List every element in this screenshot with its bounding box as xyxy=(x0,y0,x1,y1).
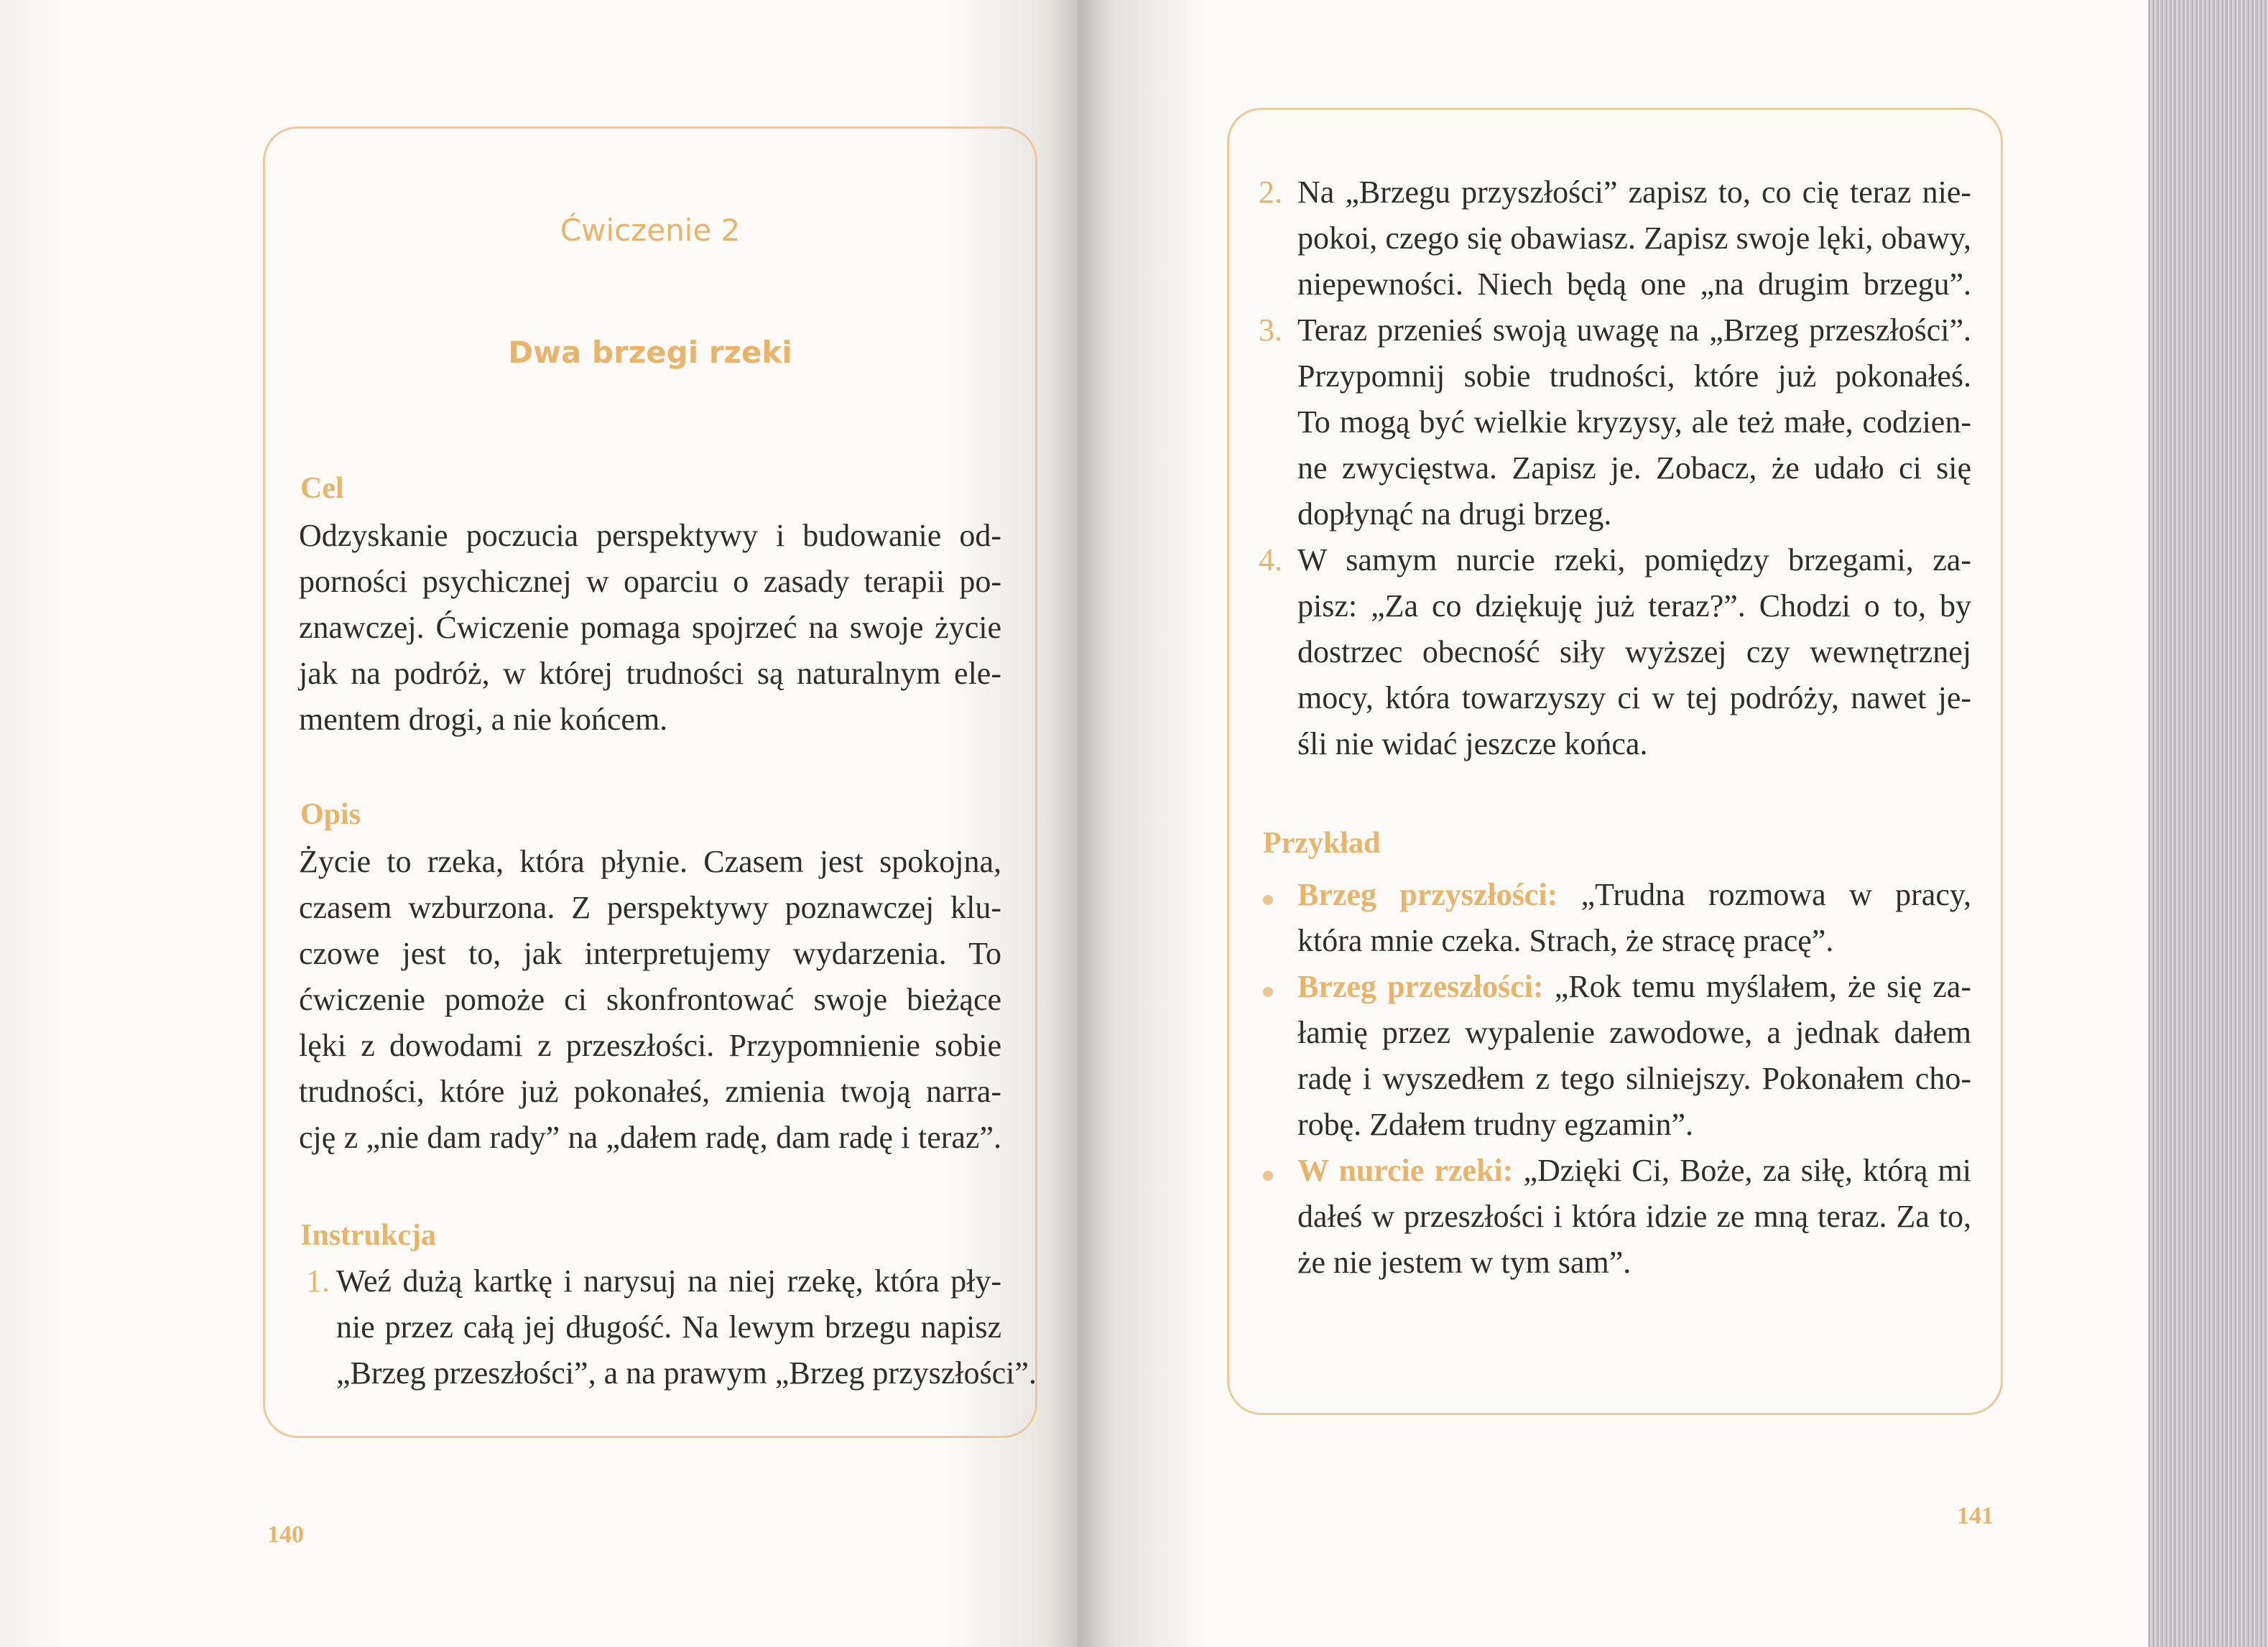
list-number: 3. xyxy=(1259,312,1282,348)
bullet-label: W nurcie rzeki: xyxy=(1297,1153,1514,1188)
bullet-icon xyxy=(1263,987,1273,997)
example-bullet-1 xyxy=(1297,872,1971,964)
instruction-item-2 xyxy=(1297,170,1971,307)
text-line: mentem drogi, a nie końcem. xyxy=(299,702,668,737)
text-line: dopłynąć na drugi brzeg. xyxy=(1297,496,1612,532)
text-line: trudności, które już pokonałeś, zmienia twoją narra- xyxy=(299,1074,1001,1109)
example-bullet-2 xyxy=(1297,964,1971,1148)
list-number: 4. xyxy=(1259,542,1282,577)
list-number: 1. xyxy=(306,1263,330,1299)
text-line: ne zwycięstwa. Zapisz je. Zobacz, że udało ci się xyxy=(1297,450,1971,486)
text-line: że nie jestem w tym sam”. xyxy=(1297,1245,1631,1280)
text-line: czasem wzburzona. Z perspektywy poznawczej klu- xyxy=(299,890,1001,925)
text-line: radę i wyszedłem z tego silniejszy. Pokonałem cho- xyxy=(1297,1061,1971,1096)
exercise-subtitle: Dwa brzegi rzeki xyxy=(508,335,792,370)
section-heading-cel: Cel xyxy=(300,472,344,505)
text-line: Życie to rzeka, która płynie. Czasem jest spokojna, xyxy=(299,844,1001,879)
section-heading-opis: Opis xyxy=(300,798,361,831)
text-line: Teraz przenieś swoją uwagę na „Brzeg przeszłości”. xyxy=(1297,312,1971,348)
page-edges xyxy=(2148,0,2268,1647)
text-line: dałeś w przeszłości i która idzie ze mną teraz. Za to, xyxy=(1297,1199,1971,1234)
text-line: porności psychicznej w oparciu o zasady terapii po- xyxy=(299,564,1001,599)
text-line: łamię przez wypalenie zawodowe, a jednak dałem xyxy=(1297,1015,1971,1050)
text-line xyxy=(1297,872,1971,918)
bullet-label: Brzeg przeszłości: xyxy=(1297,969,1544,1004)
text-line: „Brzeg przeszłości”, a na prawym „Brzeg przyszłości”. xyxy=(336,1355,1037,1391)
text-line: Weź dużą kartkę i narysuj na niej rzekę, która pły- xyxy=(336,1263,1001,1299)
text-line: lęki z dowodami z przeszłości. Przypomnienie sobie xyxy=(299,1028,1001,1063)
text-line: W samym nurcie rzeki, pomiędzy brzegami, za- xyxy=(1297,542,1971,577)
section-heading-przyklad: Przykład xyxy=(1263,827,1381,860)
text-line: która mnie czeka. Strach, że stracę pracę”. xyxy=(1297,923,1834,958)
text-line: czowe jest to, jak interpretujemy wydarzenia. To xyxy=(299,936,1001,971)
example-bullet-3 xyxy=(1297,1148,1971,1286)
text-line: Na „Brzegu przyszłości” zapisz to, co cię teraz nie- xyxy=(1297,175,1971,210)
section-body-opis xyxy=(299,839,1001,1161)
text-line: nie przez całą jej długość. Na lewym brzegu napisz xyxy=(336,1309,1001,1345)
bullet-icon xyxy=(1263,1171,1273,1181)
text-line: niepewności. Niech będą one „na drugim brzegu”. xyxy=(1297,266,1971,302)
bullet-label: Brzeg przyszłości: xyxy=(1297,877,1558,912)
text-line xyxy=(1297,964,1971,1010)
text-line: cję z „nie dam rady” na „dałem radę, dam radę i teraz”. xyxy=(299,1120,1001,1155)
bullet-first-line: „Dzięki Ci, Boże, za siłę, którą mi xyxy=(1513,1153,1971,1188)
instruction-item-4 xyxy=(1297,537,1971,767)
section-body-cel xyxy=(299,513,1001,743)
text-line: Odzyskanie poczucia perspektywy i budowanie od- xyxy=(299,518,1001,553)
text-line: robę. Zdałem trudny egzamin”. xyxy=(1297,1107,1694,1142)
page-number-right: 141 xyxy=(1957,1503,1994,1529)
text-line: ćwiczenie pomoże ci skonfrontować swoje bieżące xyxy=(299,982,1001,1017)
text-line: To mogą być wielkie kryzysy, ale też małe, codzien- xyxy=(1297,404,1971,440)
bullet-icon xyxy=(1263,895,1273,905)
text-line: znawczej. Ćwiczenie pomaga spojrzeć na swoje życie xyxy=(299,610,1001,645)
bullet-first-line: „Rok temu myślałem, że się za- xyxy=(1543,969,1971,1004)
text-line: jak na podróż, w której trudności są naturalnym ele- xyxy=(299,656,1001,691)
bullet-first-line: „Trudna rozmowa w pracy, xyxy=(1557,877,1971,912)
text-line: mocy, która towarzyszy ci w tej podróży, nawet je- xyxy=(1297,680,1971,715)
text-line: dostrzec obecność siły wyższej czy wewnętrznej xyxy=(1297,634,1971,669)
page-number-left: 140 xyxy=(267,1521,304,1548)
text-line: Przypomnij sobie trudności, które już pokonałeś. xyxy=(1297,358,1971,394)
text-line: śli nie widać jeszcze końca. xyxy=(1297,726,1648,761)
section-heading-instrukcja: Instrukcja xyxy=(300,1219,437,1252)
text-line xyxy=(1297,1148,1971,1194)
text-line: pisz: „Za co dziękuję już teraz?”. Chodzi o to, by xyxy=(1297,588,1971,623)
text-line: pokoi, czego się obawiasz. Zapisz swoje lęki, obawy, xyxy=(1297,221,1971,256)
exercise-title: Ćwiczenie 2 xyxy=(560,213,741,248)
instruction-item-1 xyxy=(336,1258,1037,1396)
instruction-item-3 xyxy=(1297,307,1971,537)
list-number: 2. xyxy=(1259,175,1282,210)
